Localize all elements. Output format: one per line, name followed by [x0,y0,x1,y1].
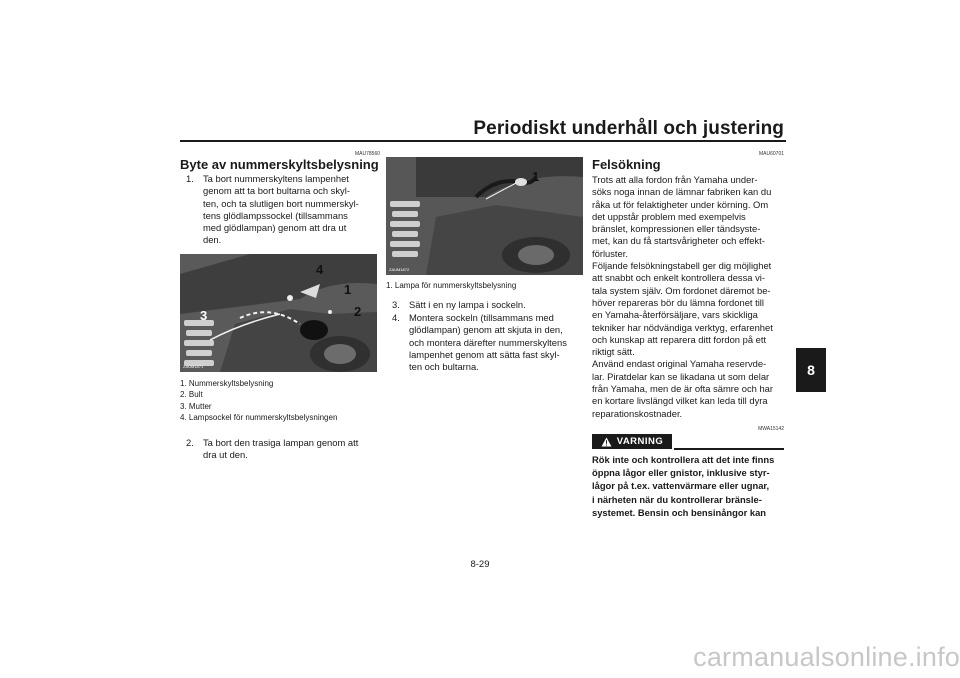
chapter-tab[interactable]: 8 [796,348,826,392]
figure-license-light-removal [180,254,377,372]
legend-item: 1. Nummerskyltsbelysning [180,379,274,388]
figure-license-lamp [386,157,583,275]
callout-1: 1 [532,169,540,184]
page-number: 8-29 [470,559,490,570]
step-text: Sätt i en ny lampa i sockeln. [409,299,526,310]
step-text: Montera sockeln (tillsammans med glödlampan) genom att skjuta in den, och montera därefter nummerskyltens lampenhet genom att sätta fast skyl- ten och bultarna. [409,312,567,373]
step-number: 3. [392,299,400,310]
troubleshooting-text: Trots att alla fordon från Yamaha under- söks noga innan de lämnar fabriken kan du råka ut för felaktigheter under körning. Om det uppstår problem med exempelvis bränslet, kompressionen eller tändsyste- met, kan du få startsvårigheter och effekt- förluster. Följande felsökningstabell ger dig möjlighet att snabbt och enkelt kontrollera dessa vi- tala system själv. Om fordonet däremot be- höver repareras bör du lämna fordonet till en Yamaha-återförsäljare, vars skickliga tekniker har nödvändiga verktyg, erfarenhet och kunskap att reparera ditt fordon på ett riktigt sätt. Använd endast original Yamaha reservde- lar. Piratdelar kan se likadana ut som delar från Yamaha, men de är ofta sämre och har en kortare livslängd vilket kan leda till dyra reparationskostnader. [592,174,773,419]
step-2 [186,437,380,462]
legend-item: 2. Bult [180,390,203,400]
header-rule [180,140,786,142]
legend-item: 3. Mutter [180,401,212,411]
callout-2: 2 [354,304,362,319]
step-text: Ta bort nummerskyltens lampenhet genom att ta bort bultarna och skyl- ten, och ta slutligen bort nummerskyl- tens glödlampssockel (tillsammans med glödlampan) genom att dra ut den. [203,173,359,246]
figure-illustration [180,254,377,372]
figure-illustration [386,157,583,275]
warning-badge [592,434,672,449]
callout-3: 3 [200,308,208,323]
step-text: Ta bort den trasiga lampan genom att dra ut den. [203,437,359,461]
step-1 [186,173,380,247]
section-code: MAU78560 [354,151,380,157]
section-heading: Byte av nummerskyltsbelysning [180,157,379,172]
figure-legend [180,378,380,424]
step-number: 1. [186,173,194,184]
legend-item: 1. Lampa för nummerskyltsbelysning [386,281,517,290]
warning-code: MWA15142 [758,426,784,432]
page-title: Periodiskt underhåll och justering [473,118,784,139]
figure-code: ZAUM1871 [183,364,204,369]
figure-code: ZAUM1872 [389,267,410,272]
step-4 [392,312,586,373]
warning-icon [601,437,612,447]
callout-4: 4 [316,262,324,277]
section-heading: Felsökning [592,157,661,172]
step-3 [392,299,586,311]
step-number: 2. [186,437,194,448]
figure-legend [386,280,586,291]
warning-label: VARNING [616,436,664,447]
step-number: 4. [392,312,400,323]
section-code: MAU60701 [758,151,784,157]
callout-1: 1 [344,282,352,297]
warning-text: Rök inte och kontrollera att det inte finns öppna lågor eller gnistor, inklusive styr- lågor på t.ex. vattenvärmare eller ugnar, i närheten när du kontrollerar bränsle- systemet. Bensin och bensinångor kan [592,454,775,518]
legend-item: 4. Lampsockel för nummerskyltsbelysningen [180,413,338,423]
warning-rule [674,448,784,450]
watermark: carmanualsonline.info [693,642,960,672]
